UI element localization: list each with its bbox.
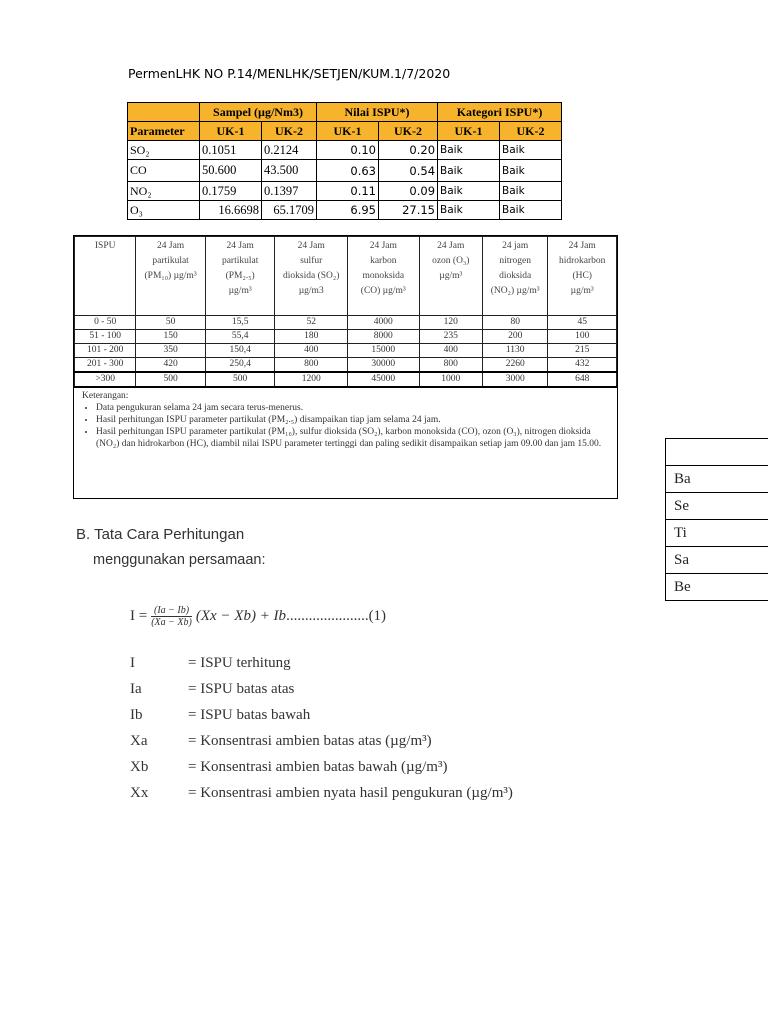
table-cell: 400 [275,344,348,358]
table-cell: 150 [136,330,206,344]
ispu-header-line: partikulat [221,256,259,266]
definition-symbol: Ib [130,706,143,723]
definition-text: = ISPU terhitung [188,654,291,671]
param-cell: NO₂ [128,182,200,201]
table-cell: 55,4 [205,330,275,344]
table-cell: 0 - 50 [75,316,136,330]
definition-symbol: I [130,654,135,671]
table-cell: 432 [548,358,617,373]
ispu-header-line: dioksida [499,271,532,281]
sampel-uk2-cell: 43.500 [262,160,317,182]
table-cell: 420 [136,358,206,373]
notes-list [82,402,609,450]
definition-text: = Konsentrasi ambien batas bawah (µg/m³) [188,758,448,775]
header-uk1: UK-1 [438,122,500,141]
sample-header-row-1 [128,103,562,122]
nilai-uk1-cell: 0.11 [317,182,379,201]
definition-symbol: Xa [130,732,148,749]
header-blank-cell [128,103,200,122]
ispu-header-line: sulfur [300,256,323,266]
formula-definitions [130,650,513,806]
table-cell: 800 [275,358,348,373]
table-cell: 51 - 100 [75,330,136,344]
table-cell: 4000 [348,316,420,330]
sampel-uk1-cell: 0.1759 [200,182,262,201]
sampel-uk1-cell: 0.1051 [200,141,262,160]
definition-row [130,676,513,702]
table-row [128,141,562,160]
ispu-header-row [75,237,617,316]
table-row [666,439,768,466]
formula-fraction [151,605,192,628]
table-cell: 45 [548,316,617,330]
ispu-header-line: hidrokarbon [558,256,606,266]
definition-symbol: Xb [130,758,149,775]
side-cell: Ba [666,466,768,493]
table-cell: 120 [419,316,482,330]
table-row [666,466,768,493]
ispu-header-cell [275,237,348,316]
formula-denominator: (Xa − Xb) [151,617,192,628]
side-cell: Se [666,493,768,520]
ispu-header-line: (CO) µg/m³ [360,286,406,296]
definition-text: = Konsentrasi ambien batas atas (µg/m³) [188,732,432,749]
table-row [128,182,562,201]
ispu-header-line: µg/m³ [570,286,594,296]
table-cell: 2260 [482,358,547,373]
partial-side-table [665,438,768,601]
definition-row [130,702,513,728]
ispu-header-line: µg/m³ [228,286,252,296]
ispu-header-line: dioksida (SO₂) [283,271,340,281]
ispu-header-line: 24 Jam [226,241,254,251]
table-cell: 150,4 [205,344,275,358]
table-cell: 8000 [348,330,420,344]
table-cell: 50 [136,316,206,330]
table-cell: 1130 [482,344,547,358]
ispu-header-cell [205,237,275,316]
ispu-header-line: 24 Jam [568,241,596,251]
nilai-uk1-cell: 0.63 [317,160,379,182]
ispu-header-line: (NO₂) µg/m³ [490,286,540,296]
kategori-uk1-cell: Baik [438,160,500,182]
table-cell: 100 [548,330,617,344]
header-sampel: Sampel (µg/Nm3) [200,103,317,122]
ispu-header-line: (PM₂.₅) [225,271,255,281]
ispu-header-line: karbon [370,256,397,266]
header-parameter: Parameter [128,122,200,141]
table-row [666,547,768,574]
formula-rhs: (Xx − Xb) + Ib [195,608,287,624]
definition-text: = Konsentrasi ambien nyata hasil pengukuran (µg/m³) [188,784,513,801]
table-cell: 101 - 200 [75,344,136,358]
ispu-header-cell [75,237,136,316]
table-cell: 30000 [348,358,420,373]
kategori-uk2-cell: Baik [500,182,562,201]
table-cell: 180 [275,330,348,344]
side-cell: Sa [666,547,768,574]
sampel-uk1-cell: 16.6698 [200,201,262,220]
kategori-uk1-cell: Baik [438,201,500,220]
definition-row [130,754,513,780]
table-row [75,316,617,330]
definition-text: = ISPU batas bawah [188,706,311,723]
header-uk2: UK-2 [500,122,562,141]
header-kategori-ispu: Kategori ISPU*) [438,103,562,122]
sample-results-table [127,102,562,220]
table-cell: 45000 [348,372,420,387]
table-cell: 500 [205,372,275,387]
table-cell: 250,4 [205,358,275,373]
formula-numerator: (Ia − Ib) [153,605,190,616]
ispu-header-line: 24 Jam [157,241,185,251]
nilai-uk2-cell: 0.20 [379,141,438,160]
ispu-header-line: 24 Jam [437,241,465,251]
table-row [666,493,768,520]
notes-title: Keterangan: [82,391,129,401]
ispu-formula [130,605,386,628]
nilai-uk1-cell: 0.10 [317,141,379,160]
note-item: • Data pengukuran selama 24 jam secara terus-menerus. [96,402,609,414]
table-cell: 800 [419,358,482,373]
table-cell: 400 [419,344,482,358]
ispu-header-line: ISPU [94,241,116,251]
header-uk1: UK-1 [317,122,379,141]
table-row [75,358,617,373]
definition-row [130,728,513,754]
nilai-uk2-cell: 27.15 [379,201,438,220]
ispu-header-cell [548,237,617,316]
definition-symbol: Xx [130,784,149,801]
table-cell: 3000 [482,372,547,387]
ispu-header-line: (HC) [572,271,592,281]
ispu-header-line: ozon (O₃) [432,256,470,266]
ispu-header-line: µg/m³ [439,271,463,281]
sampel-uk2-cell: 0.2124 [262,141,317,160]
table-cell: 235 [419,330,482,344]
table-row [128,201,562,220]
table-cell: 80 [482,316,547,330]
table-cell: 1200 [275,372,348,387]
header-uk1: UK-1 [200,122,262,141]
param-cell: O₃ [128,201,200,220]
ispu-header-line: 24 Jam [297,241,325,251]
note-item: • Hasil perhitungan ISPU parameter partikulat (PM₁₀), sulfur dioksida (SO₂), karbon monoksida (CO), ozon (O₃), nitrogen dioksida (NO₂) dan hidrokarbon (HC), diambil nilai ISPU parameter tertinggi dan paling sedikit disampaikan setiap jam 09.00 dan jam 15.00. [96,426,609,450]
definition-text: = ISPU batas atas [188,680,295,697]
ispu-header-line: partikulat [152,256,189,266]
side-cell: Be [666,574,768,601]
sampel-uk2-cell: 0.1397 [262,182,317,201]
section-title: B. Tata Cara Perhitungan [76,526,245,543]
table-cell: 52 [275,316,348,330]
kategori-uk1-cell: Baik [438,182,500,201]
table-cell: 200 [482,330,547,344]
kategori-uk2-cell: Baik [500,141,562,160]
table-cell: 1000 [419,372,482,387]
ispu-header-cell [348,237,420,316]
table-row [666,574,768,601]
table-cell: 215 [548,344,617,358]
kategori-uk2-cell: Baik [500,201,562,220]
table-row [75,372,617,387]
table-row [666,520,768,547]
ispu-header-line: 24 jam [502,241,529,251]
table-row [75,344,617,358]
sampel-uk2-cell: 65.1709 [262,201,317,220]
ispu-notes [74,388,617,452]
nilai-uk1-cell: 6.95 [317,201,379,220]
note-item: • Hasil perhitungan ISPU parameter partikulat (PM₂.₅) disampaikan tiap jam selama 24 jam. [96,414,609,426]
table-cell: 201 - 300 [75,358,136,373]
header-nilai-ispu: Nilai ISPU*) [317,103,438,122]
table-cell: 350 [136,344,206,358]
param-cell: SO₂ [128,141,200,160]
ispu-header-line: (PM₁₀) µg/m³ [144,271,197,281]
sample-header-row-2 [128,122,562,141]
document-title: PermenLHK NO P.14/MENLHK/SETJEN/KUM.1/7/2020 [128,66,451,81]
nilai-uk2-cell: 0.54 [379,160,438,182]
side-cell: Ti [666,520,768,547]
sampel-uk1-cell: 50.600 [200,160,262,182]
table-cell: >300 [75,372,136,387]
header-uk2: UK-2 [379,122,438,141]
ispu-header-cell [419,237,482,316]
definition-symbol: Ia [130,680,142,697]
ispu-header-line: monoksida [362,271,405,281]
ispu-reference-table-image [73,235,618,499]
kategori-uk2-cell: Baik [500,160,562,182]
header-uk2: UK-2 [262,122,317,141]
table-row [75,330,617,344]
definition-row [130,780,513,806]
nilai-uk2-cell: 0.09 [379,182,438,201]
formula-dots: ......................(1) [286,608,387,624]
kategori-uk1-cell: Baik [438,141,500,160]
table-cell: 500 [136,372,206,387]
formula-lhs: I = [130,608,148,624]
param-cell: CO [128,160,200,182]
ispu-header-line: µg/m3 [298,286,324,296]
definition-row [130,650,513,676]
ispu-threshold-table [74,236,617,388]
table-row [128,160,562,182]
section-intro: menggunakan persamaan: [93,552,266,568]
table-cell: 15000 [348,344,420,358]
ispu-header-cell [136,237,206,316]
table-cell: 15,5 [205,316,275,330]
ispu-header-line: 24 Jam [369,241,397,251]
table-cell: 648 [548,372,617,387]
ispu-header-line: nitrogen [499,256,532,266]
ispu-header-cell [482,237,547,316]
side-cell [666,439,768,466]
